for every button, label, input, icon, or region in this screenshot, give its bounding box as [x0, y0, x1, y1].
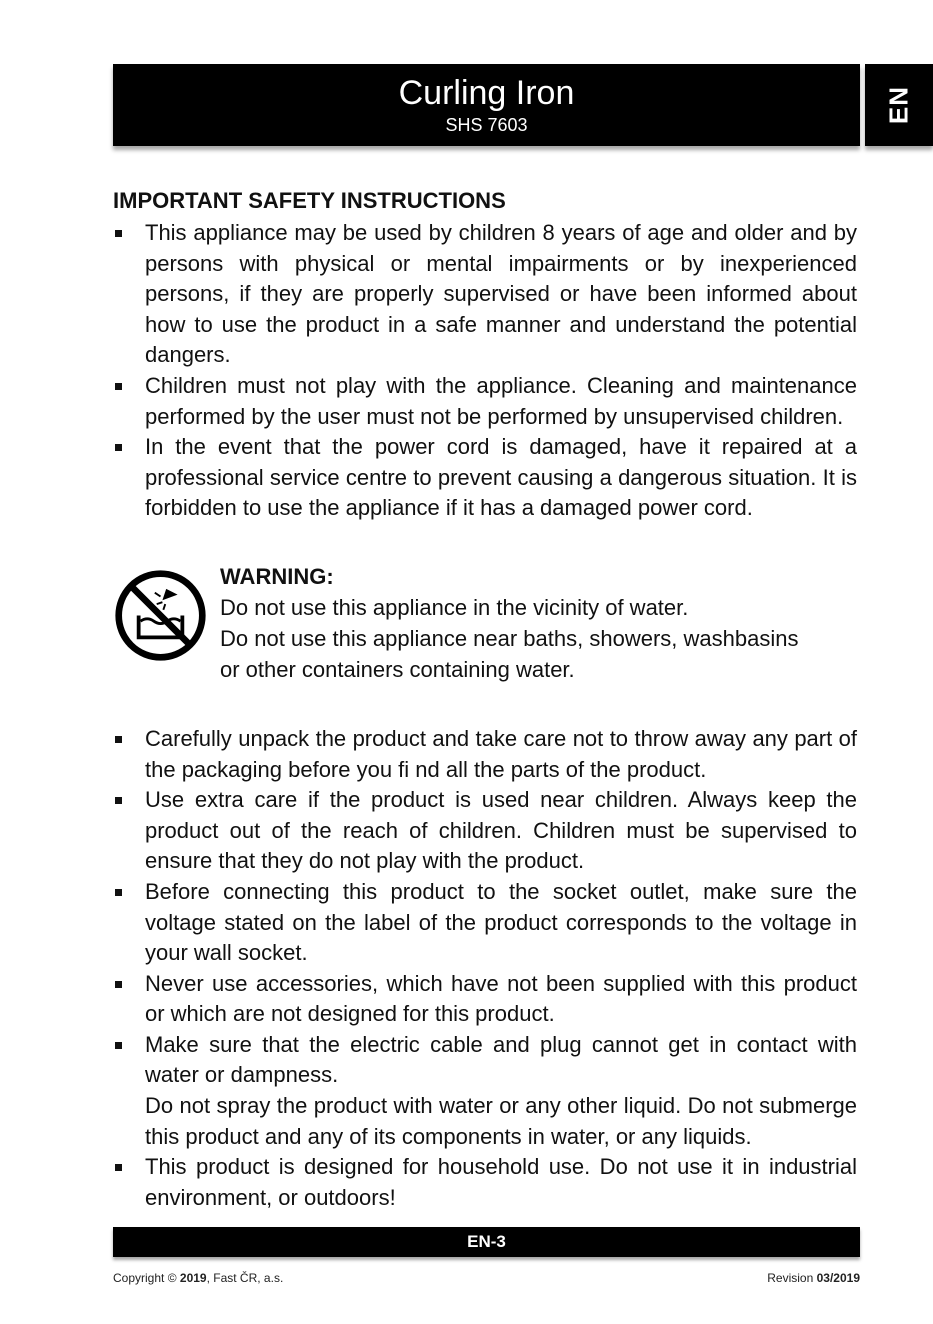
list-item: Carefully unpack the product and take care not to throw away any part of the packaging before you fi nd all the parts of the product.: [113, 724, 857, 785]
warning-line: or other containers containing water.: [220, 656, 575, 682]
list-item: This product is designed for household use. Do not use it in industrial environment, or outdoors!: [113, 1152, 857, 1213]
list-item: In the event that the power cord is damaged, have it repaired at a professional service centre to prevent causing a dangerous situation. It is forbidden to use the appliance if it has a damaged power cord.: [113, 432, 857, 524]
warning-block: [113, 562, 857, 690]
list-item: [113, 1030, 857, 1152]
main-content: [113, 186, 857, 1213]
model-number: SHS 7603: [445, 115, 528, 135]
section-title: IMPORTANT SAFETY INSTRUCTIONS: [113, 188, 506, 213]
document-title: Curling Iron: [398, 74, 575, 112]
language-tab: [865, 64, 933, 146]
header-bar: [113, 64, 860, 146]
copyright-company: , Fast ČR, a.s.: [206, 1271, 284, 1285]
page-number-bar: [113, 1227, 860, 1257]
copyright-prefix: Copyright ©: [113, 1271, 177, 1285]
list-item: Use extra care if the product is used near children. Always keep the product out of the reach of children. Children must be supervised to ensure that they do not play with the product.: [113, 785, 857, 877]
revision-value: 03/2019: [816, 1271, 860, 1285]
list-item: Children must not play with the appliance. Cleaning and maintenance performed by the user must not be performed by unsupervised children.: [113, 371, 857, 432]
copyright-notice: [113, 1271, 283, 1285]
list-item: This appliance may be used by children 8 years of age and older and by persons with physical or mental impairments or by inexperienced persons, if they are properly supervised or have been informed about how to use the product in a safe manner and understand the potential dangers.: [113, 218, 857, 371]
page-number: EN-3: [467, 1232, 506, 1251]
warning-title: WARNING:: [220, 563, 334, 589]
safety-list-continued: [113, 724, 857, 1214]
list-item-extra-paragraph: Do not spray the product with water or any other liquid. Do not submerge this product and any of its components in water, or any liquids.: [145, 1093, 857, 1149]
list-item-text: Make sure that the electric cable and plug cannot get in contact with water or dampness.: [145, 1031, 857, 1088]
warning-line: Do not use this appliance in the vicinity of water.: [220, 594, 689, 620]
language-label: EN: [883, 85, 914, 125]
warning-text: [220, 562, 798, 685]
warning-line: Do not use this appliance near baths, showers, washbasins: [220, 625, 799, 651]
list-item: Never use accessories, which have not been supplied with this product or which are not designed for this product.: [113, 969, 857, 1030]
revision-label: Revision: [767, 1271, 814, 1285]
safety-list: [113, 218, 857, 524]
no-water-icon: [113, 568, 208, 663]
list-item: Before connecting this product to the socket outlet, make sure the voltage stated on the label of the product corresponds to the voltage in your wall socket.: [113, 877, 857, 969]
revision-info: [767, 1271, 860, 1285]
copyright-year: 2019: [179, 1271, 207, 1285]
